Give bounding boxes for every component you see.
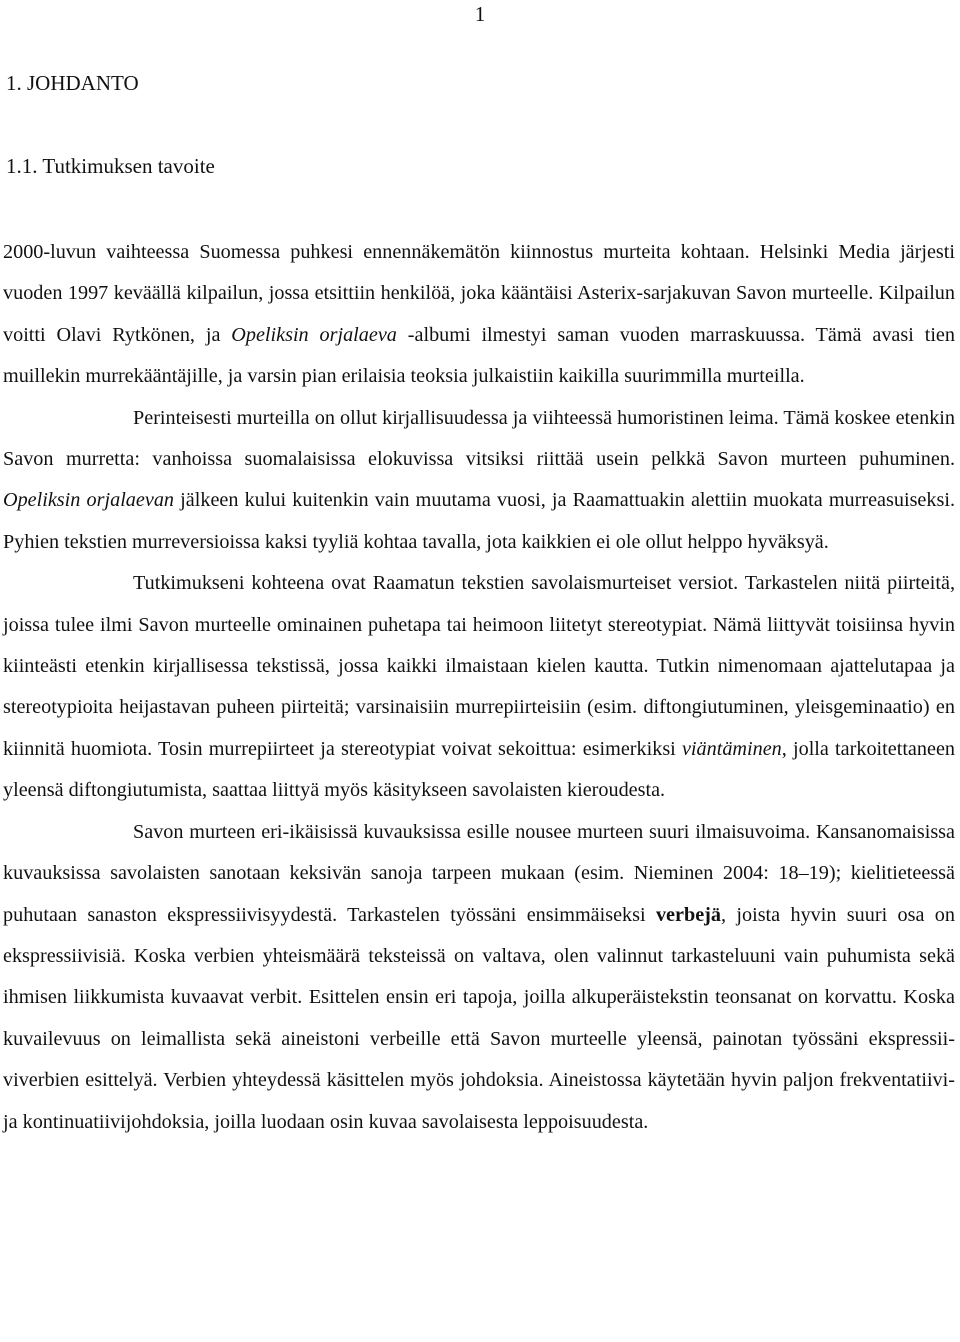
text-segment: Tutkimukseni kohteena ovat Raamatun tekstien savolaismurteiset versiot. Tarkastelen niitä piirteitä, joissa tulee ilmi Savon murteelle ominainen puhetapa tai heimoon liitetyt stereotypiat. Nämä liittyvät toisiinsa hyvin kiinteästi etenkin kirjallisessa tekstissä, jossa kaikki ilmaistaan kielen kautta. Tutkin nimenomaan ajattelutapaa ja stereotypioita heijastavan puheen piirteitä; varsinaisiin murrepiirteisiin (esim. diftongiutuminen, yleisgeminaatio) en kiinnitä huomiota. Tosin murrepiirteet ja stereotypiat voivat sekoittua: esimerkiksi — [3, 572, 955, 760]
text-segment: , joista hyvin suuri osa on ekspressiivisiä. Koska verbien yhteismäärä teksteissä on valtava, olen valinnut tarkasteluuni vain puhumista sekä ihmisen liikkumista kuvaavat verbit. Esittelen ensin eri tapoja, joilla alkuperäistekstin teonsanat on korvattu. Koska kuvailevuus on leimallista sekä aineistoni verbeille että Savon murteelle yleensä, painotan työssäni ekspressiiviverbien esittelyä. Verbien yhteydessä käsittelen myös johdoksia. Aineistossa käytetään hyvin paljon frekventatiivi- ja kontinuatiivijohdoksia, joilla luodaan osin kuvaa savolaisesta leppoisuudesta. — [3, 903, 955, 1133]
text-segment: , jolla tarkoitettaneen yleensä diftongiutumista, saattaa liittyä myös käsitykseen savolaisten kieroudesta. — [3, 737, 955, 802]
paragraph — [3, 563, 955, 811]
paragraph — [3, 232, 955, 398]
text-segment: jälkeen kului kuitenkin vain muutama vuosi, ja Raamattuakin alettiin muokata murreasuiseksi. Pyhien tekstien murreversioissa kaksi tyyliä kohtaa tavalla, jota kaikkien ei ole ollut helppo hyväksyä. — [3, 489, 955, 553]
paragraph — [3, 398, 955, 564]
body-text — [3, 232, 955, 1143]
text-segment: Perinteisesti murteilla on ollut kirjallisuudessa ja viihteessä humoristinen leima. Tämä koskee etenkin Savon murretta: vanhoissa suomalaisissa elokuvissa vitsiksi riittää usein pelkkä Savon murteen puhuminen. — [3, 406, 955, 471]
section-heading: 1.1. Tutkimuksen tavoite — [6, 154, 215, 178]
italic-text: Opeliksin orjalaevan — [3, 489, 175, 512]
text-segment: -albumi ilmestyi saman vuoden marraskuussa. Tämä avasi tien muillekin murrekääntäjille, ja varsin pian erilaisia teoksia julkaistiin kaikilla suurimmilla murteilla. — [3, 323, 955, 388]
text-segment: Savon murteen eri-ikäisissä kuvauksissa esille nousee murteen suuri ilmaisuvoima. Kansanomaisissa kuvauksissa savolaisten sanotaan keksivän sanoja tarpeen mukaan (esim. Nieminen 2004: 18–19); kielitieteessä puhutaan sanaston ekspressiivisyydestä. Tarkastelen työssäni ensimmäiseksi — [3, 820, 955, 926]
italic-text: viäntäminen — [681, 737, 782, 760]
text-segment: 2000-luvun vaihteessa Suomessa puhkesi ennennäkemätön kiinnostus murteita kohtaan. Helsinki Media järjesti vuoden 1997 keväällä kilpailun, jossa etsittiin henkilöä, joka kääntäisi Asterix-sarjakuvan Savon murteelle. Kilpailun voitti Olavi Rytkönen, ja — [3, 241, 955, 346]
italic-text: Opeliksin orjalaeva — [231, 323, 397, 346]
bold-text: verbejä — [655, 903, 721, 926]
page-number: 1 — [474, 2, 486, 26]
chapter-heading: 1. JOHDANTO — [6, 71, 139, 95]
paragraph — [3, 812, 955, 1143]
